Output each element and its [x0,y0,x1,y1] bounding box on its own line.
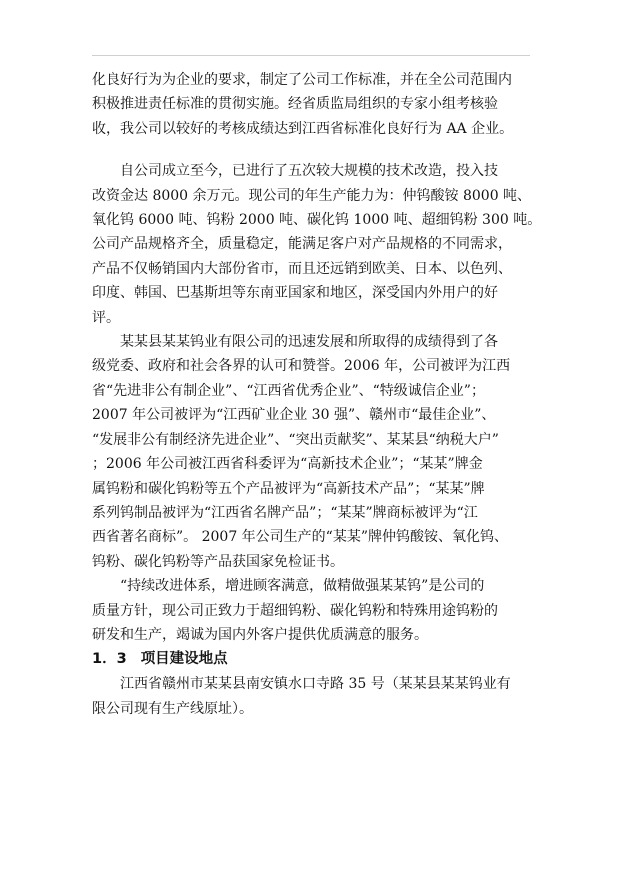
paragraph-line: 化良好行为为企业的要求，制定了公司工作标准，并在全公司范围内 [92,72,512,88]
paragraph-line: 江西省赣州市某某县南安镇水口寺路 35 号（某某县某某钨业有 [120,676,511,693]
paragraph-line: 印度、韩国、巴基斯坦等东南亚国家和地区，深受国内外用户的好 [92,285,498,302]
paragraph-line: “发展非公有制经济先进企业”、“突出贡献奖”、某某县“纳税大户” [92,431,499,448]
paragraph-line: 产品不仅畅销国内大部份省市，而且还远销到欧美、日本、以色列、 [92,260,512,277]
paragraph-line: 属钨粉和碳化钨粉等五个产品被评为“高新技术产品”；“某某”牌 [92,480,485,497]
section-title: 项目建设地点 [140,651,228,668]
paragraph-honors [92,330,530,574]
paragraph-line: 氧化钨 6000 吨、钨粉 2000 吨、碳化钨 1000 吨、超细钨粉 300 吨。 [92,212,542,229]
paragraph-line: 西省著名商标”。 2007 年公司生产的“某某”牌仲钨酸铵、氧化钨、 [92,529,508,546]
paragraph-line: “持续改进体系，增进顾客满意，做精做强某某钨”是公司的 [120,578,485,595]
paragraph-location [92,672,530,721]
paragraph-line: ；2006 年公司被江西省科委评为“高新技术企业”；“某某”牌金 [92,456,483,473]
paragraph-line: 钨粉、碳化钨粉等产品获国家免检证书。 [92,553,344,570]
paragraph-line: 研发和生产，竭诚为国内外客户提供优质满意的服务。 [92,626,428,643]
paragraph-line: 省“先进非公有制企业”、“江西省优秀企业”、“特级诚信企业”； [92,382,485,399]
paragraph-line: 系列钨制品被评为“江西省名牌产品”；“某某”牌商标被评为“江 [92,504,478,521]
paragraph-line: 评。 [92,309,120,326]
paragraph-line: 积极推进责任标准的贯彻实施。经省质监局组织的专家小组考核验 [92,96,498,113]
paragraph-line: 改资金达 8000 余万元。现公司的年生产能力为：仲钨酸铵 8000 吨、 [92,187,532,204]
paragraph-line: 某某县某某钨业有限公司的迅速发展和所取得的成绩得到了各 [120,334,498,351]
paragraph-line: 限公司现有生产线原址）。 [92,700,253,717]
paragraph-line: 2007 年公司被评为“江西矿业企业 30 强”、赣州市“最佳企业”、 [92,407,496,424]
section-heading [92,647,530,672]
paragraph-line: 收，我公司以较好的考核成绩达到江西省标准化良好行为 AA 企业。 [92,120,514,137]
section-number: 1．3 [92,651,127,668]
paragraph-line: 级党委、政府和社会各界的认可和赞誉。2006 年，公司被评为江西 [92,358,511,375]
document-page [92,68,542,721]
paragraph-line: 自公司成立至今，已进行了五次较大规模的技术改造，投入技 [120,163,498,180]
paragraph-quality-policy [92,574,530,647]
paragraph-standards [92,68,530,141]
paragraph-line: 公司产品规格齐全，质量稳定，能满足客户对产品规格的不同需求， [92,236,512,253]
paragraph-gap [92,141,530,159]
paragraph-capacity [92,159,542,330]
paragraph-line: 质量方针，现公司正致力于超细钨粉、碳化钨粉和特殊用途钨粉的 [92,602,498,619]
header-rule [92,55,530,56]
